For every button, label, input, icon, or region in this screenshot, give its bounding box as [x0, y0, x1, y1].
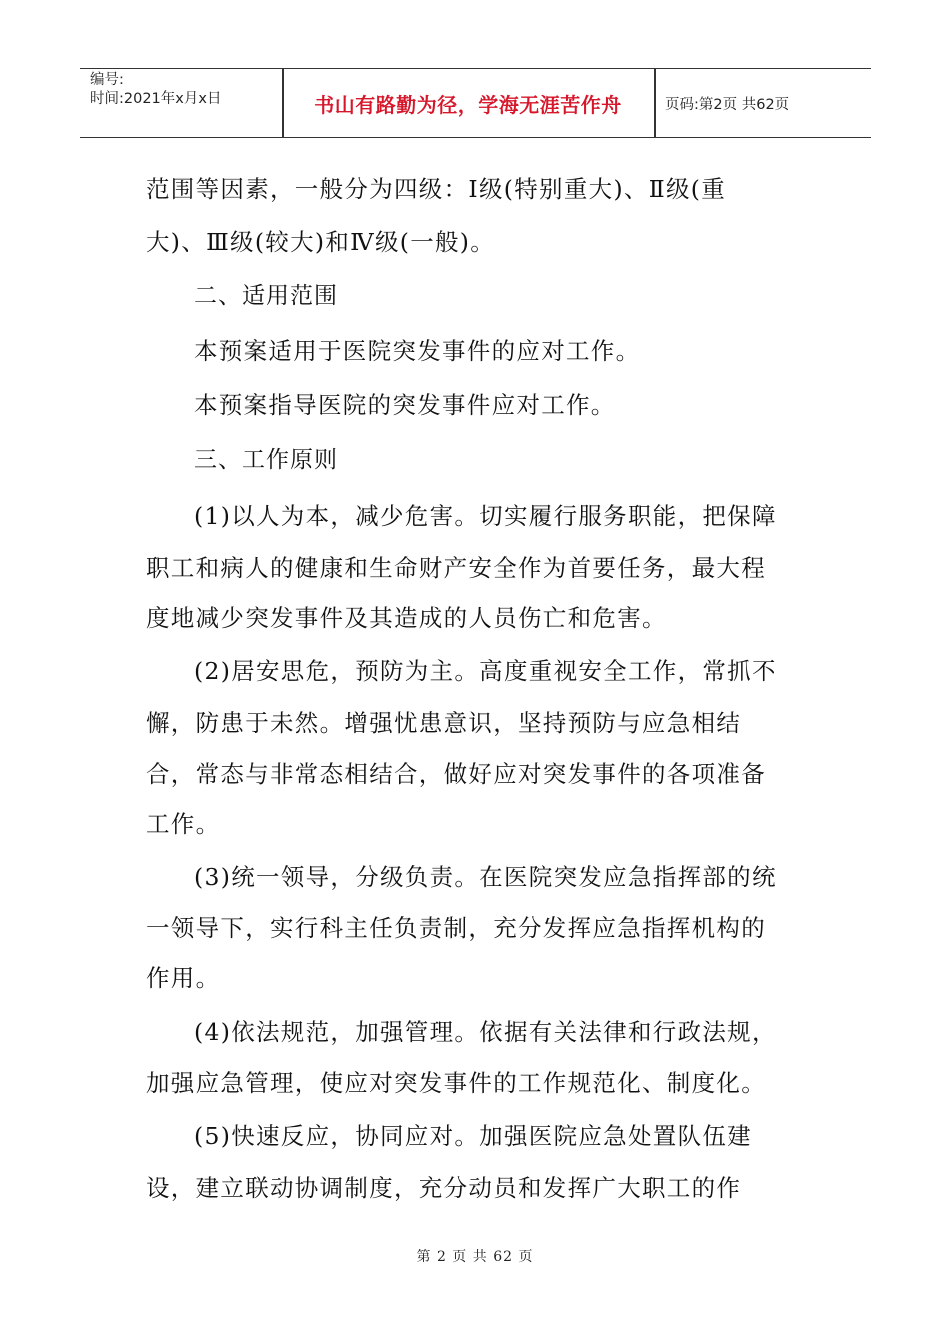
document-date: 时间:2021年x月x日: [90, 91, 222, 107]
document-header: [80, 68, 871, 138]
body-line: 作用。: [146, 964, 221, 992]
body-line: 工作。: [146, 810, 221, 838]
body-line: 本预案指导医院的突发事件应对工作。: [194, 391, 616, 419]
document-number-label: 编号:: [90, 72, 124, 88]
body-line: 懈，防患于未然。增强忧患意识，坚持预防与应急相结: [146, 709, 742, 737]
header-divider: [654, 69, 656, 137]
body-line: 大)、Ⅲ级(较大)和Ⅳ级(一般)。: [146, 228, 496, 256]
body-line: (4)依法规范，加强管理。依据有关法律和行政法规，: [194, 1018, 777, 1046]
body-line: (1)以人为本，减少危害。切实履行服务职能，把保障: [194, 502, 777, 530]
section-heading: 三、工作原则: [194, 447, 338, 473]
body-line: (5)快速反应，协同应对。加强医院应急处置队伍建: [194, 1122, 752, 1150]
page-footer: 第 2 页 共 62 页: [416, 1249, 534, 1265]
body-line: (2)居安思危，预防为主。高度重视安全工作，常抓不: [194, 657, 777, 685]
header-motto: 书山有路勤为径，学海无涯苦作舟: [314, 92, 622, 117]
body-line: 本预案适用于医院突发事件的应对工作。: [194, 337, 641, 365]
body-line: 度地减少突发事件及其造成的人员伤亡和危害。: [146, 604, 667, 632]
body-line: 范围等因素，一般分为四级：Ⅰ级(特别重大)、Ⅱ级(重: [146, 175, 727, 203]
body-line: (3)统一领导，分级负责。在医院突发应急指挥部的统: [194, 863, 777, 891]
body-line: 一领导下，实行科主任负责制，充分发挥应急指挥机构的: [146, 914, 766, 942]
body-line: 设，建立联动协调制度，充分动员和发挥广大职工的作: [146, 1174, 742, 1202]
body-line: 职工和病人的健康和生命财产安全作为首要任务，最大程: [146, 554, 766, 582]
header-page-info: 页码:第2页 共62页: [665, 96, 790, 113]
header-meta: [90, 71, 221, 109]
section-heading: 二、适用范围: [194, 283, 338, 309]
body-line: 合，常态与非常态相结合，做好应对突发事件的各项准备: [146, 760, 766, 788]
body-line: 加强应急管理，使应对突发事件的工作规范化、制度化。: [146, 1069, 766, 1097]
